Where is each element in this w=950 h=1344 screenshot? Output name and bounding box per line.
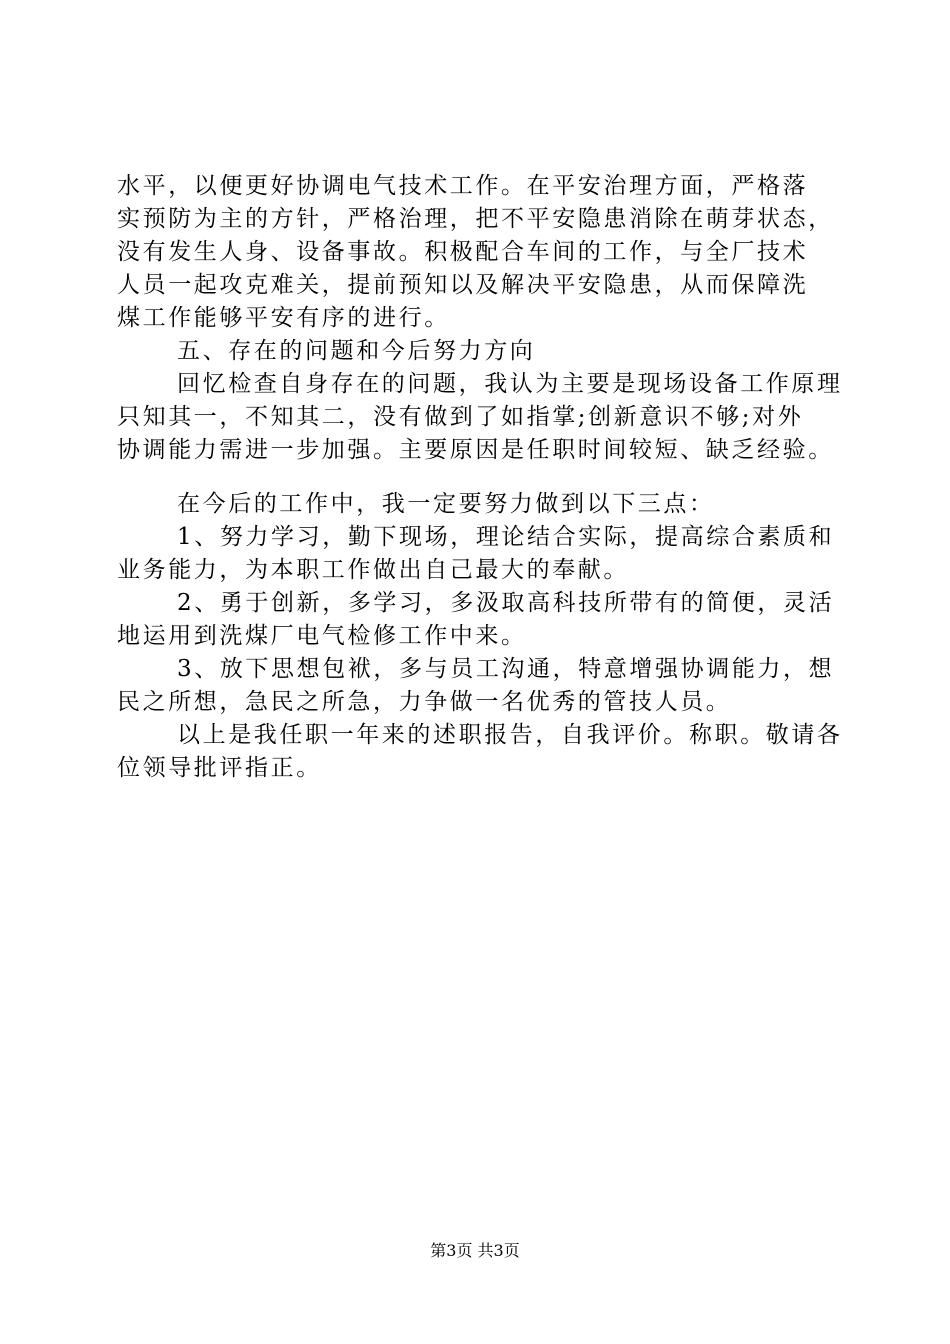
- list-item: 2、勇于创新，多学习，多汲取高科技所带有的简便，灵活: [177, 590, 835, 616]
- list-item-continuation: 业务能力，为本职工作做出自己最大的奉献。: [117, 557, 629, 583]
- paragraph-line: 回忆检查自身存在的问题，我认为主要是现场设备工作原理: [177, 371, 843, 397]
- page-number-footer: 第3页 共3页: [430, 1241, 520, 1260]
- list-item: 3、放下思想包袱，多与员工沟通，特意增强协调能力，想: [177, 656, 835, 682]
- section-heading: 五、存在的问题和今后努力方向: [177, 338, 536, 364]
- list-item: 1、努力学习，勤下现场，理论结合实际，提高综合素质和: [177, 524, 835, 550]
- paragraph-line: 煤工作能够平安有序的进行。: [117, 305, 450, 331]
- list-item-continuation: 地运用到洗煤厂电气检修工作中来。: [117, 623, 527, 649]
- paragraph-line: 在今后的工作中，我一定要努力做到以下三点：: [177, 491, 715, 517]
- paragraph-line: 协调能力需进一步加强。主要原因是任职时间较短、缺乏经验。: [117, 437, 834, 463]
- paragraph-line: 以上是我任职一年来的述职报告，自我评价。称职。敬请各: [177, 722, 843, 748]
- paragraph-line: 没有发生人身、设备事故。积极配合车间的工作，与全厂技术: [117, 239, 809, 265]
- paragraph-line: 位领导批评指正。: [117, 755, 322, 781]
- list-item-continuation: 民之所想，急民之所急，力争做一名优秀的管技人员。: [117, 689, 732, 715]
- paragraph-line: 人员一起攻克难关，提前预知以及解决平安隐患，从而保障洗: [117, 272, 809, 298]
- paragraph-line: 只知其一，不知其二，没有做到了如指掌;创新意识不够;对外: [117, 404, 804, 430]
- paragraph-line: 水平，以便更好协调电气技术工作。在平安治理方面，严格落: [117, 173, 809, 199]
- paragraph-line: 实预防为主的方针，严格治理，把不平安隐患消除在萌芽状态，: [117, 206, 834, 232]
